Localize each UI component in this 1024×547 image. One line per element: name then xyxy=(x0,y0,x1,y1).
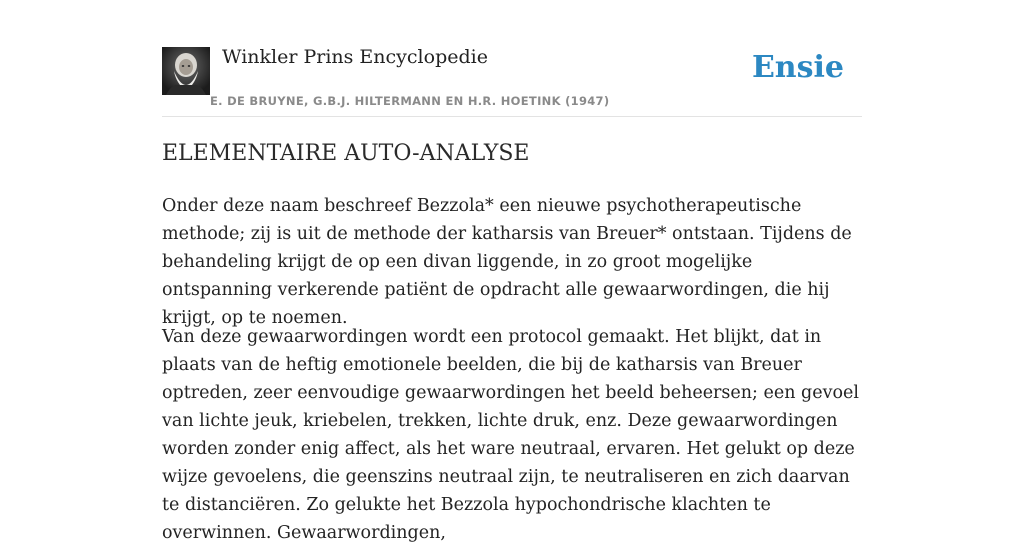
brand-logo[interactable]: Ensie xyxy=(751,50,844,85)
author-avatar xyxy=(162,47,210,95)
page xyxy=(162,0,862,543)
article-paragraph: Onder deze naam beschreef Bezzola* een nieuwe psychotherapeutische methode; zij is uit de methode der katharsis van Breuer* ontstaan. Tijdens de behandeling krijgt de op een divan liggende, in zo groot mogelijke ontspanning verkerende patiënt de opdracht alle gewaarwordingen, die hij krijgt, op te noemen. xyxy=(162,196,852,328)
avatar-portrait-image xyxy=(162,47,210,95)
source-authors: E. DE BRUYNE, G.B.J. HILTERMANN EN H.R. HOETINK (1947) xyxy=(210,94,610,108)
entry-title: ELEMENTAIRE AUTO-ANALYSE xyxy=(162,141,530,166)
source-title[interactable]: Winkler Prins Encyclopedie xyxy=(222,46,488,68)
article-paragraph: Van deze gewaarwordingen wordt een protocol gemaakt. Het blijkt, dat in plaats van de heftig emotionele beelden, die bij de katharsis van Breuer optreden, zeer eenvoudige gewaarwordingen het beeld beheersen; een gevoel van lichte jeuk, kriebelen, trekken, lichte druk, enz. Deze gewaarwordingen worden zonder enig affect, als het ware neutraal, ervaren. Het gelukt op deze wijze gevoelens, die geenszins neutraal zijn, te neutraliseren en zich daarvan te distanciëren. Zo gelukte het Bezzola hypochondrische klachten te overwinnen. Gewaarwordingen, xyxy=(162,327,859,543)
source-header xyxy=(162,44,862,117)
